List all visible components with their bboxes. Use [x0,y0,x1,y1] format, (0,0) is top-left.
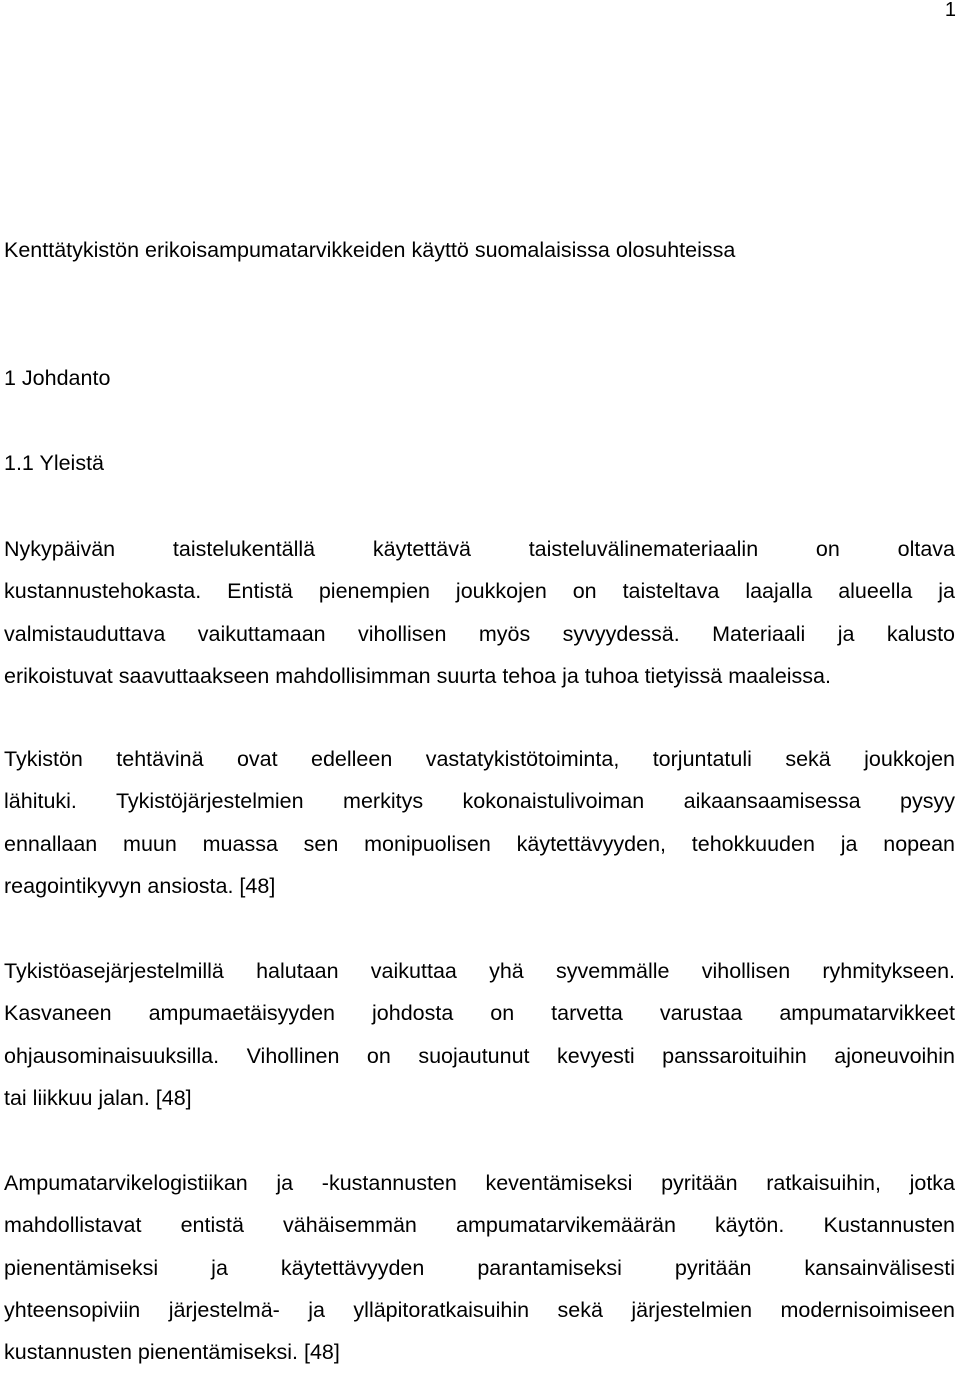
text-line: ennallaan muun muassa sen monipuolisen käytettävyyden, tehokkuuden ja nopean [4,831,955,856]
paragraph [4,528,955,697]
paragraph [4,738,955,907]
text-line: erikoistuvat saavuttaakseen mahdollisimman suurta tehoa ja tuhoa tietyissä maaleissa. [4,663,831,688]
text-line: yhteensopiviin järjestelmä- ja ylläpitoratkaisuihin sekä järjestelmien modernisoimiseen [4,1297,955,1322]
text-line: Tykistön tehtävinä ovat edelleen vastatykistötoiminta, torjuntatuli sekä joukkojen [4,747,955,771]
text-line: pienentämiseksi ja käytettävyyden parantamiseksi pyritään kansainvälisesti [4,1255,955,1280]
paragraph [4,1162,955,1373]
text-line: tai liikkuu jalan. [48] [4,1085,192,1110]
text-line: Nykypäivän taistelukentällä käytettävä taisteluvälinemateriaalin on oltava [4,537,955,561]
text-line: Ampumatarvikelogistiikan ja -kustannusten keventämiseksi pyritään ratkaisuihin, jotka [4,1171,955,1195]
text-line: Kasvaneen ampumaetäisyyden johdosta on tarvetta varustaa ampumatarvikkeet [4,1001,955,1026]
paragraph [4,950,955,1119]
text-line: lähituki. Tykistöjärjestelmien merkitys kokonaistulivoiman aikaansaamisessa pysyy [4,789,955,814]
subsection-heading-general: 1.1 Yleistä [4,451,105,475]
text-line: Tykistöasejärjestelmillä halutaan vaikuttaa yhä syvemmälle vihollisen ryhmitykseen. [4,959,955,983]
text-line: kustannustehokasta. Entistä pienempien joukkojen on taisteltava laajalla alueella ja [4,579,955,604]
text-line: valmistauduttava vaikuttamaan vihollisen myös syvyydessä. Materiaali ja kalusto [4,621,955,646]
section-heading-introduction: 1 Johdanto [4,366,111,390]
page-number: 1 [944,0,956,21]
text-line: kustannusten pienentämiseksi. [48] [4,1340,340,1365]
text-line: reagointikyvyn ansiosta. [48] [4,873,276,898]
text-line: mahdollistavat entistä vähäisemmän ampumatarvikemäärän käytön. Kustannusten [4,1213,955,1238]
document-title: Kenttätykistön erikoisampumatarvikkeiden käyttö suomalaisissa olosuhteissa [4,238,736,262]
text-line: ohjausominaisuuksilla. Vihollinen on suojautunut kevyesti panssaroituihin ajoneuvoihin [4,1043,955,1068]
